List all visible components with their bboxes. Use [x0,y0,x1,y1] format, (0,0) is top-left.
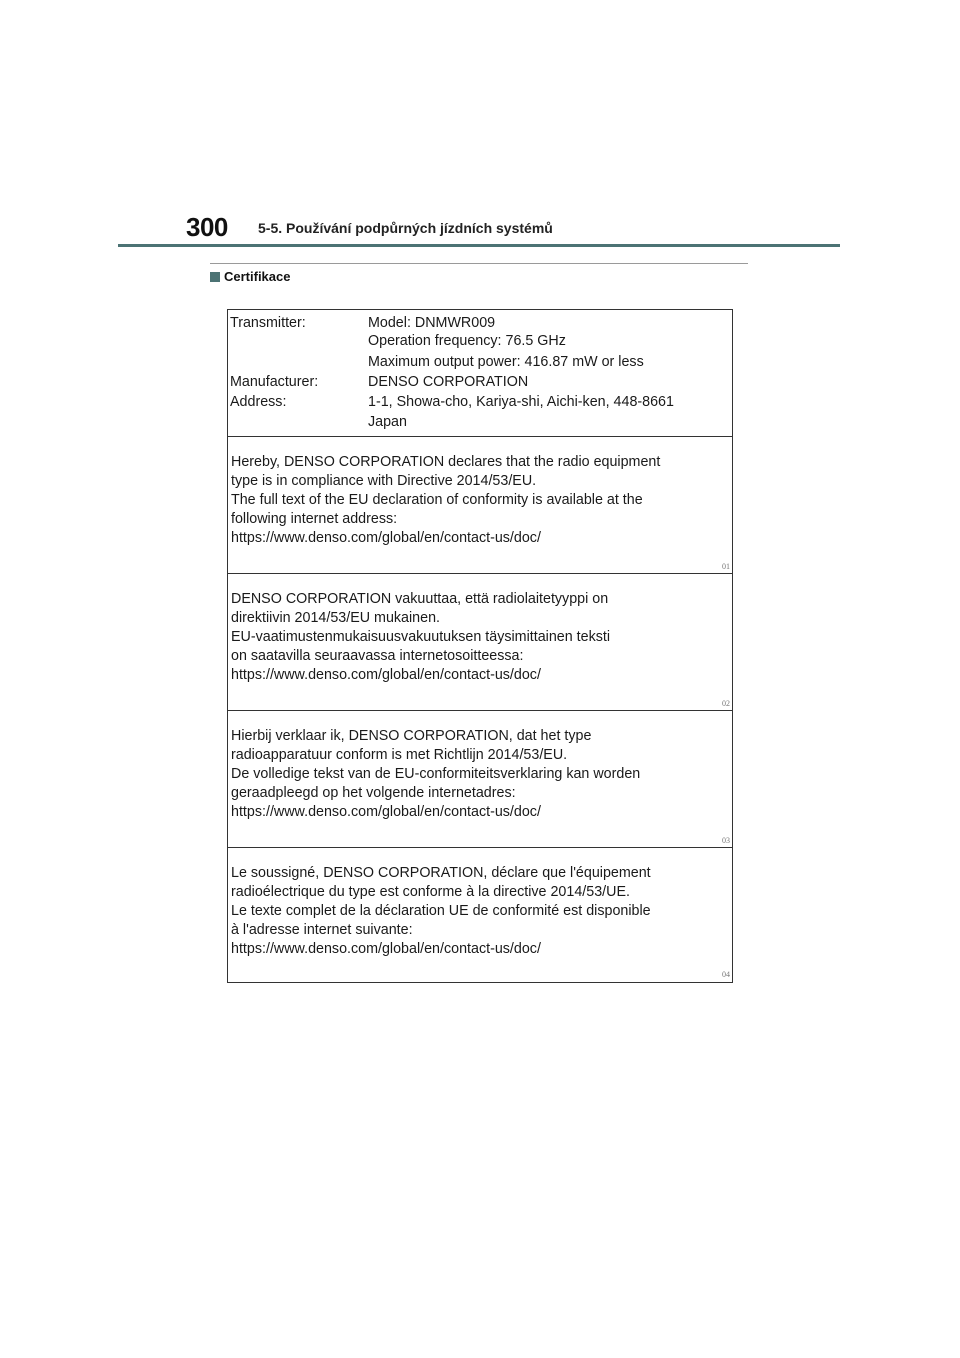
chapter-title: 5-5. Používání podpůrných jízdních systémů [258,220,553,236]
header-rule [118,244,840,247]
declaration-text: Hierbij verklaar ik, DENSO CORPORATION, dat het type radioapparatuur conform is met Richtlijn 2014/53/EU. De volledige tekst van de EU-conformiteitsverklaring kan worden geraadpleegd op het volgende internetadres: https://www.denso.com/global/en/contact-us/doc/ [231,728,641,820]
declaration-text: Hereby, DENSO CORPORATION declares that the radio equipment type is in compliance with Directive 2014/53/EU. The full text of the EU declaration of conformity is available at the following internet address: https://www.denso.com/global/en/contact-us/doc/ [231,454,661,546]
info-label: Manufacturer: [230,374,319,390]
info-value: DENSO CORPORATION [368,374,529,390]
info-label: Address: [230,394,287,410]
section-heading-label: Certifikace [224,269,291,284]
info-value: Japan [368,414,407,430]
declaration-section [228,711,732,848]
section-number: 02 [722,699,730,708]
declaration-text: Le soussigné, DENSO CORPORATION, déclare que l'équipement radioélectrique du type est conforme à la directive 2014/53/UE. Le texte complet de la déclaration UE de conformité est disponible à l'adresse internet suivante: https://www.denso.com/global/en/contact-us/doc/ [231,865,651,957]
declaration-section [228,574,732,711]
square-icon [210,272,220,282]
info-value: Operation frequency: 76.5 GHz [368,333,566,349]
transmitter-info-section [228,310,732,437]
certificate-box [227,309,733,983]
section-number: 01 [722,562,730,571]
info-value: Model: DNMWR009 [368,315,496,331]
section-heading [210,269,290,284]
declaration-section [228,437,732,574]
declaration-section [228,848,732,981]
info-label: Transmitter: [230,315,306,331]
info-value: 1-1, Showa-cho, Kariya-shi, Aichi-ken, 448-8661 [368,394,674,410]
section-number: 03 [722,836,730,845]
page-number: 300 [186,212,228,242]
declaration-text: DENSO CORPORATION vakuuttaa, että radiolaitetyyppi on direktiivin 2014/53/EU mukainen. EU-vaatimustenmukaisuusvakuutuksen täysimittainen teksti on saatavilla seuraavassa internetosoitteessa: https://www.denso.com/global/en/contact-us/doc/ [231,591,611,683]
section-rule [210,263,748,264]
info-value: Maximum output power: 416.87 mW or less [368,354,644,370]
section-number: 04 [722,970,730,979]
